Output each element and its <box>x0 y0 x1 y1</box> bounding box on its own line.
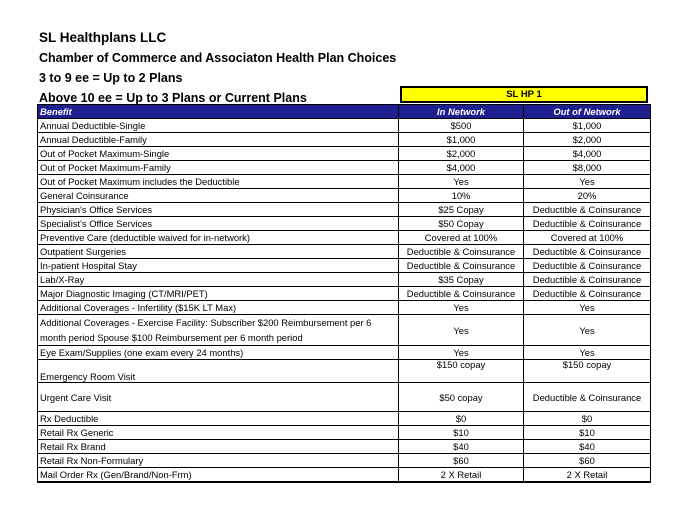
benefit-cell: Annual Deductible-Family <box>38 133 399 147</box>
out-of-network-cell: Yes <box>524 315 651 346</box>
benefit-cell: Preventive Care (deductible waived for in-network) <box>38 231 399 245</box>
in-network-cell: $50 Copay <box>399 217 524 231</box>
benefit-cell: Out of Pocket Maximum includes the Deductible <box>38 175 399 189</box>
benefit-cell: Physician's Office Services <box>38 203 399 217</box>
table-row <box>38 301 651 315</box>
table-row <box>38 245 651 259</box>
table-row <box>38 426 651 440</box>
table-row <box>38 454 651 468</box>
table-row <box>38 412 651 426</box>
in-network-cell: $500 <box>399 119 524 133</box>
out-of-network-cell: $60 <box>524 454 651 468</box>
table-row <box>38 440 651 454</box>
in-network-cell: Covered at 100% <box>399 231 524 245</box>
out-of-network-cell: $2,000 <box>524 133 651 147</box>
out-of-network-cell: Yes <box>524 301 651 315</box>
out-of-network-cell: Deductible & Coinsurance <box>524 217 651 231</box>
document-header <box>39 28 419 108</box>
table-row <box>38 133 651 147</box>
out-of-network-cell: Deductible & Coinsurance <box>524 203 651 217</box>
table-row <box>38 287 651 301</box>
out-of-network-cell: Covered at 100% <box>524 231 651 245</box>
out-of-network-cell: $4,000 <box>524 147 651 161</box>
in-network-cell: Deductible & Coinsurance <box>399 287 524 301</box>
out-of-network-cell: Deductible & Coinsurance <box>524 245 651 259</box>
in-network-cell: $25 Copay <box>399 203 524 217</box>
benefit-cell: Rx Deductible <box>38 412 399 426</box>
benefit-cell: Retail Rx Brand <box>38 440 399 454</box>
out-of-network-cell: Yes <box>524 175 651 189</box>
benefit-cell: Outpatient Surgeries <box>38 245 399 259</box>
benefit-cell: Mail Order Rx (Gen/Brand/Non-Frm) <box>38 468 399 483</box>
out-of-network-cell: Deductible & Coinsurance <box>524 273 651 287</box>
benefit-cell: In-patient Hospital Stay <box>38 259 399 273</box>
plan-rule-large: Above 10 ee = Up to 3 Plans or Current Plans <box>39 91 307 105</box>
in-network-cell: 2 X Retail <box>399 468 524 483</box>
benefits-table <box>37 104 651 483</box>
out-of-network-cell: Yes <box>524 346 651 360</box>
company-name: SL Healthplans LLC <box>39 30 167 45</box>
out-of-network-cell: $1,000 <box>524 119 651 133</box>
in-network-cell: Yes <box>399 315 524 346</box>
table-row <box>38 383 651 412</box>
out-of-network-cell: 2 X Retail <box>524 468 651 483</box>
out-of-network-cell: $8,000 <box>524 161 651 175</box>
table-row <box>38 360 651 383</box>
out-of-network-cell: $0 <box>524 412 651 426</box>
benefit-cell: General Coinsurance <box>38 189 399 203</box>
out-of-network-cell: Deductible & Coinsurance <box>524 383 651 412</box>
table-row <box>38 203 651 217</box>
in-network-cell: $50 copay <box>399 383 524 412</box>
in-network-cell: $10 <box>399 426 524 440</box>
benefit-cell: Specialist's Office Services <box>38 217 399 231</box>
table-row <box>38 147 651 161</box>
out-of-network-cell: $10 <box>524 426 651 440</box>
column-header-benefit: Benefit <box>38 105 399 119</box>
table-row <box>38 119 651 133</box>
in-network-cell: $2,000 <box>399 147 524 161</box>
table-row <box>38 273 651 287</box>
benefit-cell: Out of Pocket Maximum-Family <box>38 161 399 175</box>
benefit-cell: Annual Deductible-Single <box>38 119 399 133</box>
table-row <box>38 189 651 203</box>
in-network-cell: $40 <box>399 440 524 454</box>
plan-name-header: SL HP 1 <box>400 86 648 103</box>
table-row <box>38 315 651 346</box>
in-network-cell: $60 <box>399 454 524 468</box>
out-of-network-cell: $40 <box>524 440 651 454</box>
in-network-cell: $1,000 <box>399 133 524 147</box>
benefit-cell: Lab/X-Ray <box>38 273 399 287</box>
in-network-cell: 10% <box>399 189 524 203</box>
out-of-network-cell: Deductible & Coinsurance <box>524 259 651 273</box>
benefit-cell: Eye Exam/Supplies (one exam every 24 months) <box>38 346 399 360</box>
column-header-out-of-network: Out of Network <box>524 105 651 119</box>
benefit-cell: Out of Pocket Maximum-Single <box>38 147 399 161</box>
table-row <box>38 231 651 245</box>
in-network-cell: Deductible & Coinsurance <box>399 259 524 273</box>
in-network-cell: $150 copay <box>399 360 524 383</box>
in-network-cell: $35 Copay <box>399 273 524 287</box>
document-subtitle: Chamber of Commerce and Associaton Health Plan Choices <box>39 51 397 65</box>
column-header-in-network: In Network <box>399 105 524 119</box>
table-row <box>38 217 651 231</box>
out-of-network-cell: 20% <box>524 189 651 203</box>
table-row <box>38 161 651 175</box>
table-row <box>38 259 651 273</box>
benefit-cell: Major Diagnostic Imaging (CT/MRI/PET) <box>38 287 399 301</box>
in-network-cell: Yes <box>399 301 524 315</box>
benefit-cell: Additional Coverages - Infertility ($15K LT Max) <box>38 301 399 315</box>
in-network-cell: Yes <box>399 175 524 189</box>
benefit-cell: Emergency Room Visit <box>38 360 399 383</box>
out-of-network-cell: $150 copay <box>524 360 651 383</box>
in-network-cell: $0 <box>399 412 524 426</box>
table-header-row <box>38 105 651 119</box>
benefit-cell: Additional Coverages - Exercise Facility: Subscriber $200 Reimbursement per 6 month period Spouse $100 Reimbursement per 6 month period <box>38 315 399 346</box>
table-row <box>38 468 651 483</box>
table-row <box>38 175 651 189</box>
in-network-cell: Deductible & Coinsurance <box>399 245 524 259</box>
benefit-cell: Urgent Care Visit <box>38 383 399 412</box>
plan-rule-small: 3 to 9 ee = Up to 2 Plans <box>39 71 183 85</box>
in-network-cell: Yes <box>399 346 524 360</box>
table-row <box>38 346 651 360</box>
in-network-cell: $4,000 <box>399 161 524 175</box>
out-of-network-cell: Deductible & Coinsurance <box>524 287 651 301</box>
benefit-cell: Retail Rx Generic <box>38 426 399 440</box>
benefit-cell: Retail Rx Non-Formulary <box>38 454 399 468</box>
